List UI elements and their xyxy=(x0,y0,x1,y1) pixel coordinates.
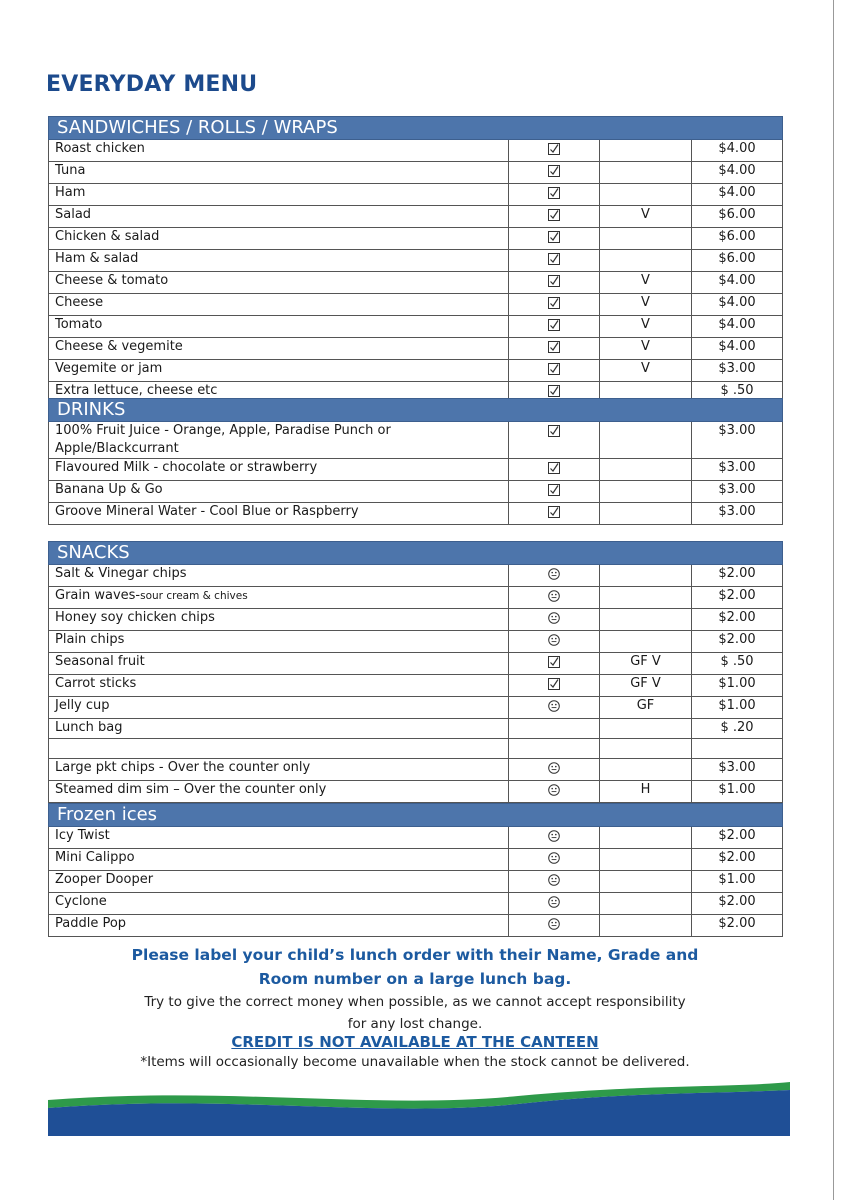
item-name-text: Tuna xyxy=(55,163,86,178)
item-name-text: Seasonal fruit xyxy=(55,654,145,669)
item-price: $2.00 xyxy=(692,893,783,915)
item-mark xyxy=(509,631,600,653)
checkbox-ticked-icon xyxy=(548,165,560,177)
item-dietary-code: V xyxy=(600,360,692,382)
item-dietary-code xyxy=(600,422,692,459)
item-mark xyxy=(509,849,600,871)
menu-row-large-pkt-chips-over-the-counter-only xyxy=(49,759,783,781)
item-name xyxy=(49,481,509,503)
label-notice xyxy=(48,943,782,991)
item-name xyxy=(49,250,509,272)
item-mark xyxy=(509,272,600,294)
item-dietary-code xyxy=(600,503,692,525)
item-name xyxy=(49,228,509,250)
checkbox-ticked-icon xyxy=(548,297,560,309)
item-dietary-code: V xyxy=(600,272,692,294)
page-edge-line xyxy=(833,0,834,1200)
item-mark xyxy=(509,206,600,228)
checkbox-ticked-icon xyxy=(548,143,560,155)
item-name xyxy=(49,719,509,739)
item-name-text: Groove Mineral Water - Cool Blue or Raspberry xyxy=(55,504,359,519)
item-mark xyxy=(509,459,600,481)
item-mark xyxy=(509,184,600,206)
item-name-text: Salad xyxy=(55,207,92,222)
footer-wave-banner xyxy=(48,1080,790,1136)
item-dietary-code xyxy=(600,827,692,849)
item-mark xyxy=(509,759,600,781)
item-mark xyxy=(509,503,600,525)
item-dietary-code xyxy=(600,759,692,781)
menu-row-grain-waves-sour-cream-chives xyxy=(49,587,783,609)
item-mark xyxy=(509,360,600,382)
item-name xyxy=(49,316,509,338)
smiley-face-icon xyxy=(548,852,560,864)
item-mark xyxy=(509,316,600,338)
item-mark xyxy=(509,250,600,272)
item-name-text: Tomato xyxy=(55,317,103,332)
item-mark xyxy=(509,481,600,503)
item-price: $2.00 xyxy=(692,631,783,653)
item-name-text: Grain waves- xyxy=(55,588,141,603)
item-mark xyxy=(509,294,600,316)
menu-row-100-fruit-juice-orange-apple-paradise-punch-or xyxy=(49,422,783,459)
item-price: $2.00 xyxy=(692,587,783,609)
item-name xyxy=(49,631,509,653)
item-mark xyxy=(509,140,600,162)
menu-row-blank xyxy=(49,739,783,759)
menu-row-ham xyxy=(49,184,783,206)
checkbox-ticked-icon xyxy=(548,656,560,668)
item-name xyxy=(49,338,509,360)
item-price: $6.00 xyxy=(692,228,783,250)
item-mark xyxy=(509,827,600,849)
item-price: $6.00 xyxy=(692,250,783,272)
item-dietary-code: GF xyxy=(600,697,692,719)
item-name xyxy=(49,294,509,316)
item-price xyxy=(692,739,783,759)
item-name xyxy=(49,162,509,184)
item-dietary-code xyxy=(600,162,692,184)
smiley-face-icon xyxy=(548,590,560,602)
menu-row-icy-twist xyxy=(49,827,783,849)
smiley-face-icon xyxy=(548,700,560,712)
smiley-face-icon xyxy=(548,612,560,624)
item-price: $ .50 xyxy=(692,653,783,675)
item-name xyxy=(49,503,509,525)
menu-row-salt-vinegar-chips xyxy=(49,565,783,587)
item-name-text: Lunch bag xyxy=(55,720,123,735)
checkbox-ticked-icon xyxy=(548,484,560,496)
menu-row-mini-calippo xyxy=(49,849,783,871)
menu-row-steamed-dim-sim-over-the-counter-only xyxy=(49,781,783,803)
item-name-text: Icy Twist xyxy=(55,828,110,843)
section-heading: SANDWICHES / ROLLS / WRAPS xyxy=(49,117,783,140)
menu-row-honey-soy-chicken-chips xyxy=(49,609,783,631)
checkbox-ticked-icon xyxy=(548,363,560,375)
item-dietary-code xyxy=(600,609,692,631)
menu-row-jelly-cup xyxy=(49,697,783,719)
menu-row-tomato xyxy=(49,316,783,338)
item-name-text: Steamed dim sim – Over the counter only xyxy=(55,782,327,797)
item-name-text: Honey soy chicken chips xyxy=(55,610,215,625)
item-name-text: Banana Up & Go xyxy=(55,482,163,497)
menu-row-tuna xyxy=(49,162,783,184)
checkbox-ticked-icon xyxy=(548,319,560,331)
item-name-flavour: sour cream & chives xyxy=(140,590,248,602)
item-price: $2.00 xyxy=(692,827,783,849)
menu-row-plain-chips xyxy=(49,631,783,653)
item-name-text: Ham xyxy=(55,185,86,200)
item-dietary-code xyxy=(600,849,692,871)
item-name xyxy=(49,697,509,719)
item-name-text-line-2: Apple/Blackcurrant xyxy=(55,441,179,456)
item-name xyxy=(49,272,509,294)
item-name xyxy=(49,759,509,781)
item-mark xyxy=(509,422,600,459)
item-name xyxy=(49,360,509,382)
item-name-text: Salt & Vinegar chips xyxy=(55,566,187,581)
menu-row-carrot-sticks xyxy=(49,675,783,697)
item-name xyxy=(49,827,509,849)
money-advice-line-1: Try to give the correct money when possible, as we cannot accept responsibility xyxy=(144,994,686,1010)
item-price: $1.00 xyxy=(692,871,783,893)
item-dietary-code xyxy=(600,739,692,759)
item-name-text: Vegemite or jam xyxy=(55,361,163,376)
item-mark xyxy=(509,338,600,360)
checkbox-ticked-icon xyxy=(548,385,560,397)
item-dietary-code xyxy=(600,893,692,915)
section-frozen-ices xyxy=(48,803,783,937)
item-name xyxy=(49,140,509,162)
item-name-text: Large pkt chips - Over the counter only xyxy=(55,760,311,775)
item-price: $ .50 xyxy=(692,382,783,404)
checkbox-ticked-icon xyxy=(548,187,560,199)
item-price: $ .20 xyxy=(692,719,783,739)
item-dietary-code xyxy=(600,481,692,503)
item-price: $1.00 xyxy=(692,675,783,697)
item-name xyxy=(49,849,509,871)
menu-row-banana-up-go xyxy=(49,481,783,503)
item-mark xyxy=(509,871,600,893)
item-price: $4.00 xyxy=(692,140,783,162)
item-name xyxy=(49,871,509,893)
item-dietary-code: V xyxy=(600,206,692,228)
item-price: $3.00 xyxy=(692,360,783,382)
checkbox-ticked-icon xyxy=(548,425,560,437)
item-dietary-code: H xyxy=(600,781,692,803)
credit-warning: CREDIT IS NOT AVAILABLE AT THE CANTEEN xyxy=(231,1033,599,1051)
item-dietary-code: GF V xyxy=(600,653,692,675)
checkbox-ticked-icon xyxy=(548,275,560,287)
smiley-face-icon xyxy=(548,784,560,796)
item-name-text: Cyclone xyxy=(55,894,107,909)
money-advice-line-2: for any lost change. xyxy=(347,1016,483,1032)
item-name-text: Roast chicken xyxy=(55,141,145,156)
item-name-text: Cheese & vegemite xyxy=(55,339,183,354)
item-name xyxy=(49,739,509,759)
item-name-text: Chicken & salad xyxy=(55,229,160,244)
menu-row-roast-chicken xyxy=(49,140,783,162)
item-price: $3.00 xyxy=(692,459,783,481)
menu-row-flavoured-milk-chocolate-or-strawberry xyxy=(49,459,783,481)
page-title: EVERYDAY MENU xyxy=(46,72,258,97)
menu-row-paddle-pop xyxy=(49,915,783,937)
item-name xyxy=(49,915,509,937)
item-name-text: 100% Fruit Juice - Orange, Apple, Paradise Punch or xyxy=(55,423,391,438)
item-dietary-code xyxy=(600,459,692,481)
item-mark xyxy=(509,675,600,697)
item-name xyxy=(49,422,509,459)
item-name-text: Flavoured Milk - chocolate or strawberry xyxy=(55,460,318,475)
item-mark xyxy=(509,893,600,915)
item-price: $3.00 xyxy=(692,503,783,525)
menu-row-ham-salad xyxy=(49,250,783,272)
section-sandwiches xyxy=(48,116,783,404)
menu-row-chicken-salad xyxy=(49,228,783,250)
item-dietary-code: GF V xyxy=(600,675,692,697)
item-name xyxy=(49,653,509,675)
item-price: $2.00 xyxy=(692,915,783,937)
money-advice xyxy=(48,991,782,1035)
item-name xyxy=(49,893,509,915)
smiley-face-icon xyxy=(548,918,560,930)
item-mark xyxy=(509,228,600,250)
menu-row-lunch-bag xyxy=(49,719,783,739)
checkbox-ticked-icon xyxy=(548,209,560,221)
item-price: $3.00 xyxy=(692,422,783,459)
smiley-face-icon xyxy=(548,762,560,774)
menu-row-zooper-dooper xyxy=(49,871,783,893)
checkbox-ticked-icon xyxy=(548,678,560,690)
item-name xyxy=(49,206,509,228)
item-price: $4.00 xyxy=(692,294,783,316)
menu-row-groove-mineral-water-cool-blue-or-raspberry xyxy=(49,503,783,525)
smiley-face-icon xyxy=(548,830,560,842)
label-notice-line-2: Room number on a large lunch bag. xyxy=(258,970,572,988)
item-price: $1.00 xyxy=(692,781,783,803)
item-dietary-code: V xyxy=(600,294,692,316)
item-dietary-code: V xyxy=(600,316,692,338)
item-name-text: Carrot sticks xyxy=(55,676,137,691)
item-dietary-code xyxy=(600,915,692,937)
smiley-face-icon xyxy=(548,896,560,908)
item-price: $4.00 xyxy=(692,162,783,184)
item-name-text: Paddle Pop xyxy=(55,916,127,931)
item-dietary-code xyxy=(600,140,692,162)
checkbox-ticked-icon xyxy=(548,253,560,265)
item-mark xyxy=(509,587,600,609)
checkbox-ticked-icon xyxy=(548,462,560,474)
label-notice-line-1: Please label your child’s lunch order with their Name, Grade and xyxy=(131,946,699,964)
item-name-text: Cheese & tomato xyxy=(55,273,169,288)
item-mark xyxy=(509,739,600,759)
smiley-face-icon xyxy=(548,568,560,580)
item-mark xyxy=(509,719,600,739)
item-mark xyxy=(509,781,600,803)
item-price: $3.00 xyxy=(692,481,783,503)
section-snacks xyxy=(48,541,783,803)
item-name xyxy=(49,459,509,481)
item-dietary-code: V xyxy=(600,338,692,360)
item-price: $4.00 xyxy=(692,338,783,360)
menu-row-cheese-tomato xyxy=(49,272,783,294)
item-mark xyxy=(509,915,600,937)
checkbox-ticked-icon xyxy=(548,506,560,518)
item-price: $3.00 xyxy=(692,759,783,781)
menu-row-cheese xyxy=(49,294,783,316)
item-price: $6.00 xyxy=(692,206,783,228)
item-name xyxy=(49,184,509,206)
item-price: $4.00 xyxy=(692,316,783,338)
item-dietary-code xyxy=(600,631,692,653)
item-mark xyxy=(509,565,600,587)
item-mark xyxy=(509,697,600,719)
item-dietary-code xyxy=(600,184,692,206)
section-heading: Frozen ices xyxy=(49,804,783,827)
item-dietary-code xyxy=(600,871,692,893)
item-dietary-code xyxy=(600,587,692,609)
item-dietary-code xyxy=(600,250,692,272)
item-mark xyxy=(509,162,600,184)
smiley-face-icon xyxy=(548,874,560,886)
item-price: $2.00 xyxy=(692,565,783,587)
item-name-text: Plain chips xyxy=(55,632,125,647)
item-name-text: Extra lettuce, cheese etc xyxy=(55,383,218,398)
unavailable-note: *Items will occasionally become unavailable when the stock cannot be delivered. xyxy=(140,1054,690,1070)
section-heading: DRINKS xyxy=(49,399,783,422)
item-dietary-code xyxy=(600,228,692,250)
menu-row-cyclone xyxy=(49,893,783,915)
item-price: $1.00 xyxy=(692,697,783,719)
checkbox-ticked-icon xyxy=(548,341,560,353)
item-dietary-code xyxy=(600,719,692,739)
item-dietary-code xyxy=(600,565,692,587)
item-price: $4.00 xyxy=(692,272,783,294)
item-name-text: Zooper Dooper xyxy=(55,872,154,887)
item-name xyxy=(49,587,509,609)
menu-row-vegemite-or-jam xyxy=(49,360,783,382)
smiley-face-icon xyxy=(548,634,560,646)
section-heading: SNACKS xyxy=(49,542,783,565)
item-name xyxy=(49,565,509,587)
item-price: $2.00 xyxy=(692,849,783,871)
menu-row-salad xyxy=(49,206,783,228)
section-drinks xyxy=(48,398,783,525)
item-name xyxy=(49,609,509,631)
item-name xyxy=(49,781,509,803)
item-price: $4.00 xyxy=(692,184,783,206)
item-price: $2.00 xyxy=(692,609,783,631)
checkbox-ticked-icon xyxy=(548,231,560,243)
item-name xyxy=(49,675,509,697)
item-mark xyxy=(509,653,600,675)
menu-row-cheese-vegemite xyxy=(49,338,783,360)
item-name-text: Ham & salad xyxy=(55,251,139,266)
menu-row-seasonal-fruit xyxy=(49,653,783,675)
item-mark xyxy=(509,609,600,631)
item-name-text: Mini Calippo xyxy=(55,850,135,865)
item-name-text: Cheese xyxy=(55,295,104,310)
item-name-text: Jelly cup xyxy=(55,698,110,713)
